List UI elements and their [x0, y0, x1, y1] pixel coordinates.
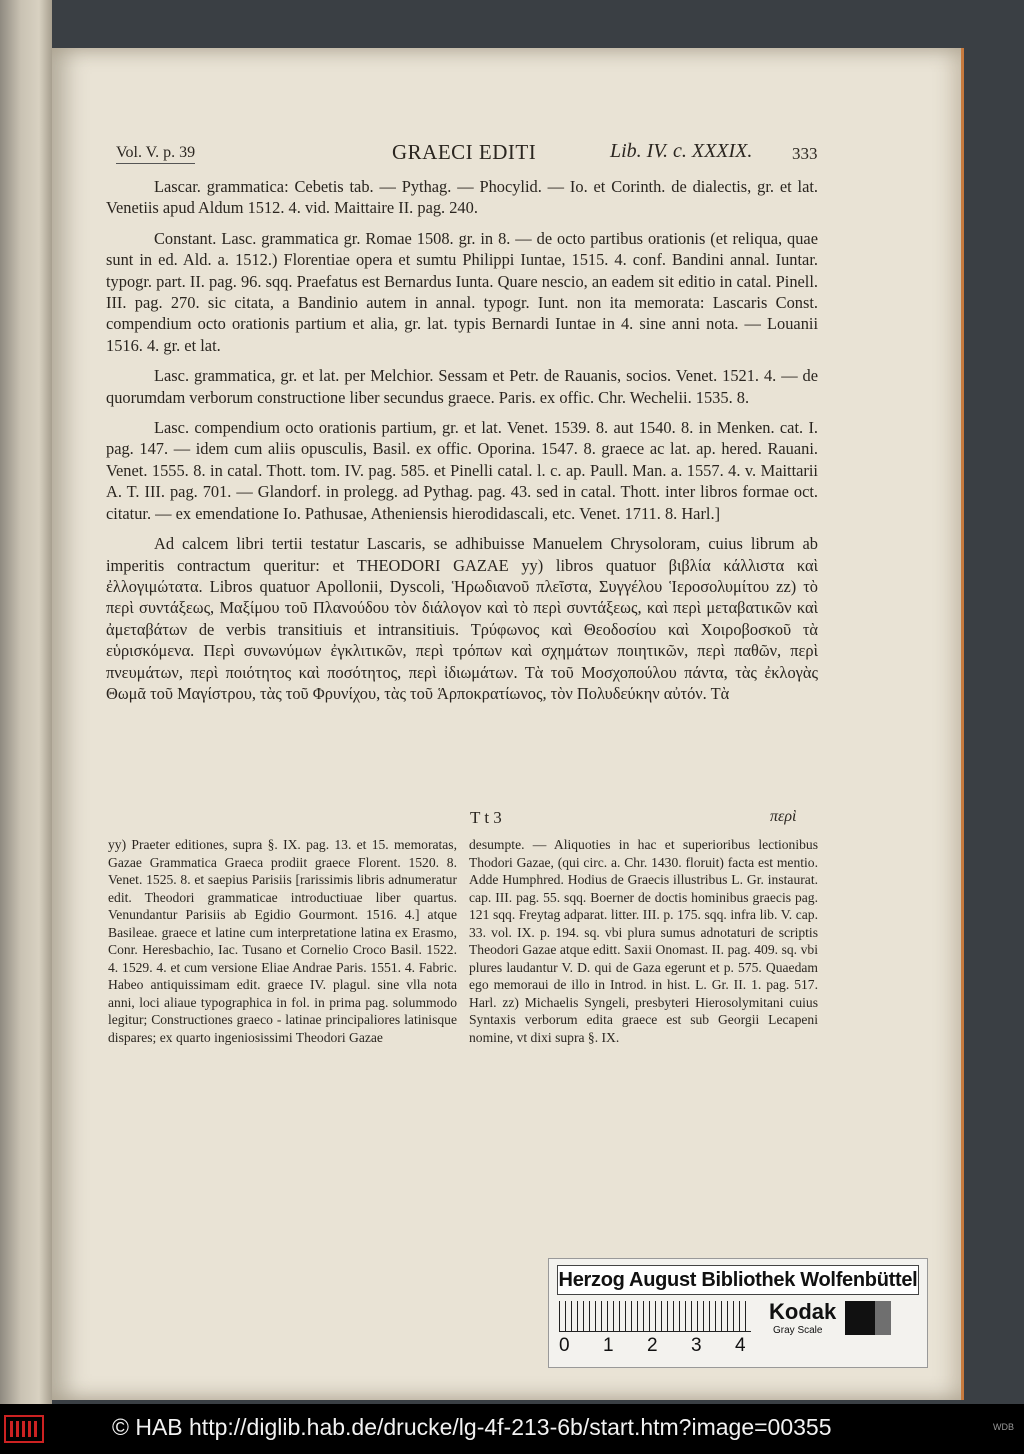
header-title: GRAECI EDITI — [392, 140, 537, 164]
paragraph: Lasc. grammatica, gr. et lat. per Melchior. Sessam et Petr. de Rauanis, socios. Venet. 1521. 4. — de quorumdam verborum constructione liber secundus graece. Paris. ex offic. Chr. Wechelii. 1535. 8. — [106, 366, 818, 407]
catchword: περὶ — [770, 808, 797, 825]
footnote-text: yy) Praeter editiones, supra §. IX. pag. 13. et 15. memoratas, Gazae Grammatica Graeca prodiit graece Florent. 1520. 8. Venet. 1525. 8. et saepius Parisiis [rarissimis libris adnumeratur edit. Theodori grammaticae introductiuae liber quartus. Venundantur Parisiis ab Egidio Gourmont. 1516. 4.] atque Basileae. graece et latine cum interpretatione latina ex Erasmo, Conr. Heresbachio, Iac. Tusano et Cornelio Croco Basil. 1522. 4. 1529. 4. et cum versione Eliae Andrae Paris. 1551. 4. Fabric. Habeo antiquissimam edit. graece IV. plagul. sine vlla nota anni, loci aliaue typographica in fol. in prima pag. solummodo legitur; Constructiones graeco - latinae principaliores latinisque dispares; ex quarto ingeniosissimi Theodori Gazae — [108, 837, 457, 1045]
library-name: Herzog August Bibliothek Wolfenbüttel — [557, 1265, 919, 1295]
footnote-text: desumpte. — Aliquoties in hac et superioribus lectionibus Thodori Gazae, (qui circ. a. Chr. 1430. floruit) facta est mentio. Adde Humphred. Hodius de Graecis illustribus L. Gr. instaurat. cap. III. pag. 55. sqq. Boerner de doctis hominibus graecis pag. 121 sqq. Freytag adparat. litter. III. p. 175. sqq. infra lib. V. cap. 33. vol. IX. p. 194. sq. vbi plura sumus adnotaturi de scriptis Theodori Gazae atque editt. Saxii Onomast. II. pag. 409. sq. vbi plures laudantur V. D. qui de Gaza egerunt et p. 575. Quaedam ego memoraui de illo in Introd. in hist. L. Gr. II. 1. pag. 517. Harl. zz) Michaelis Syngeli, presbyteri Hierosolymitani cuius Syntaxis verborum edita graece est sub Georgii Lecapeni nomine, vt dixi supra §. IX. — [469, 837, 818, 1045]
footer-mark: WDB — [993, 1422, 1014, 1432]
paragraph: Constant. Lasc. grammatica gr. Romae 1508. gr. in 8. — de octo partibus orationis (et reliqua, quae sunt in ed. Ald. a. 1512.) Florentiae opera et sumtu Philippi Iuntae, 1515. 4. conf. Bandini annal. Iuntar. typogr. part. II. pag. 96. sqq. Praefatus est Bernardus Iunta. Quare nescio, an eadem sit editio in catal. Pinell. III. pag. 270. sic citata, a Bandinio autem in annal. typogr. Iunt. non ita memorata: Lascaris Const. compendium octo orationis partium et alia, gr. lat. typis Bernardi Iuntae in 4. sine anni nota. — Louanii 1516. 4. gr. et lat. — [106, 228, 818, 355]
facing-page-edge — [0, 0, 52, 1404]
hab-logo-icon — [4, 1412, 44, 1446]
footnote-column-right — [469, 836, 818, 1046]
ruler-number: 2 — [647, 1335, 658, 1356]
ruler-number: 3 — [691, 1335, 702, 1356]
footnote-column-left — [108, 836, 457, 1046]
paragraph: Lasc. compendium octo orationis partium, gr. et lat. Venet. 1539. 8. aut 1540. 8. in Menken. cat. I. pag. 147. — idem cum aliis opusculis, Basil. ex offic. Oporina. 1547. 8. graece ac lat. ap. hered. Rauani. Venet. 1555. 8. in catal. Thott. tom. IV. pag. 585. et Pinelli catal. l. c. ap. Paull. Man. a. 1557. 4. v. Maittarii A. T. III. pag. 701. — Glandorf. in prolegg. ad Pythag. pag. 43. sed in catal. Thott. inter libros formae oct. citatur. — ex emendatione Io. Pathusae, Atheniensis hierodidascali, etc. Venet. 1711. 8. Harl.] — [106, 418, 818, 523]
footnotes — [108, 836, 820, 1126]
running-header — [116, 140, 816, 170]
gray-patch-dark — [845, 1301, 875, 1335]
main-text — [106, 176, 818, 704]
ruler-number: 4 — [735, 1335, 746, 1356]
paragraph: Lascar. grammatica: Cebetis tab. — Pythag. — Phocylid. — Io. et Corinth. de dialectis, gr. et lat. Venetiis apud Aldum 1512. 4. vid. Maittaire II. pag. 240. — [106, 177, 818, 218]
paragraph: Ad calcem libri tertii testatur Lascaris, se adhibuisse Manuelem Chrysoloram, cuius librum ab imperitis contractum queritur: et THEODORI GAZAE yy) libros quatuor βιβλία κάλλιστα καὶ ἐλλογιμώτατα. Libros quatuor Apollonii, Dyscoli, Ἡρωδιανοῦ πλεῖστα, Συγγέλου Ἱεροσολυμίτου zz) τὸ περὶ συντάξεως, Μαξίμου τοῦ Πλανούδου τὸν διάλογον καὶ τὸ περὶ συντάξεως, καὶ περὶ μεταβατικῶν καὶ ἀμεταβάτων de verbis transitiuis et intransitiuis. Τρύφωνος καὶ Θεοδοσίου καὶ Χοιροβοσκοῦ τὰ εὑρισκόμενα. Περὶ συνωνύμων ἐγκλιτικῶν, περὶ τρόπων καὶ σχημάτων ποιητικῶν, περὶ παθῶν, περὶ πνευμάτων, περὶ ποιότητος καὶ ποσότητος, περὶ ἰδιωμάτων. Τὰ τοῦ Μοσχοπούλου πάντα, τὰς ἐκλογὰς Θωμᾶ τοῦ Μαγίστρου, τὰς τοῦ Φρυνίχου, τὰς τοῦ Ἁρποκρατίωνος, τὸν Πολυδεύκην αὐτόν. Τὰ — [106, 534, 818, 703]
kodak-brand: Kodak — [769, 1299, 837, 1324]
ruler-number: 0 — [559, 1335, 570, 1356]
header-volume-ref: Vol. V. p. 39 — [116, 144, 195, 164]
gray-scale-label: Gray Scale — [773, 1325, 823, 1336]
ruler-number: 1 — [603, 1335, 614, 1356]
header-book-chapter: Lib. IV. c. XXXIX. — [610, 140, 753, 162]
ruler-scale — [559, 1301, 751, 1332]
signature-mark: T t 3 — [470, 808, 502, 827]
footer-bar — [0, 1404, 1024, 1454]
gray-patch-mid — [875, 1301, 891, 1335]
color-target-card — [548, 1258, 928, 1368]
copyright-link[interactable]: © HAB http://diglib.hab.de/drucke/lg-4f-213-6b/start.htm?image=00355 — [112, 1414, 832, 1440]
page-number: 333 — [792, 144, 818, 163]
